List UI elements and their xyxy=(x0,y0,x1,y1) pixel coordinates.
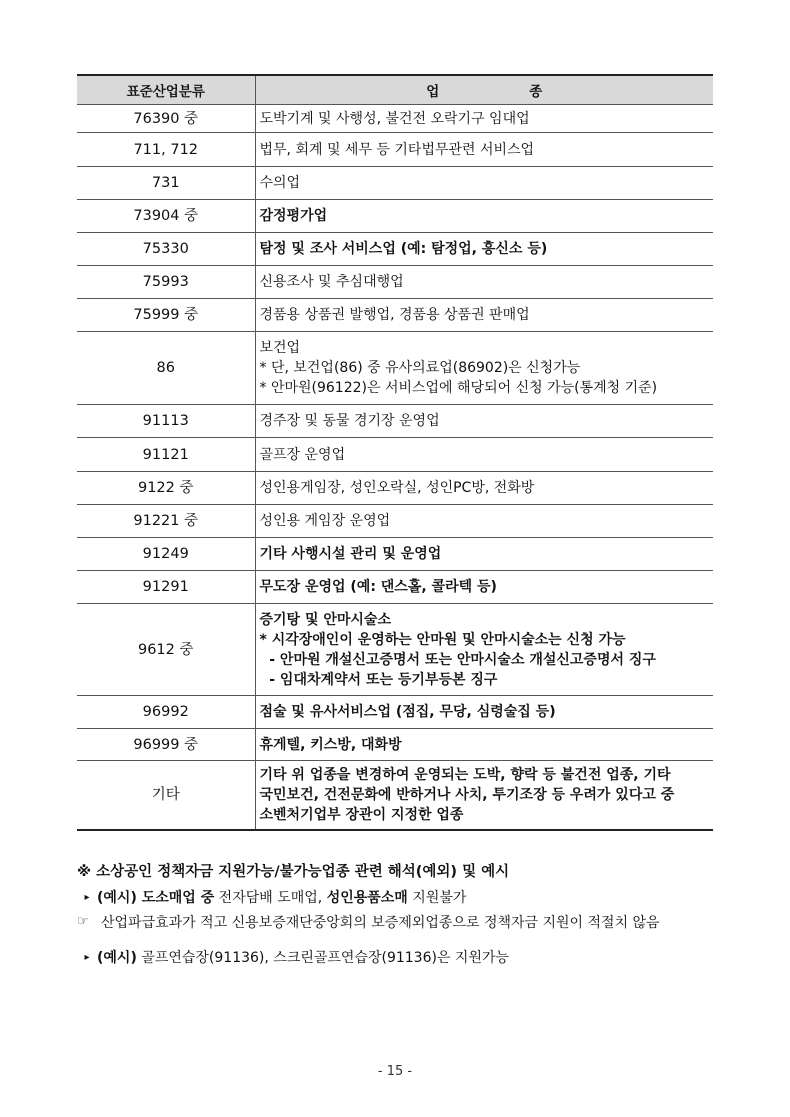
industry-description xyxy=(255,761,713,830)
industry-code: 86 xyxy=(77,332,255,405)
industry-description xyxy=(255,133,713,167)
table-row xyxy=(77,405,713,438)
description-line: 점술 및 유사서비스업 (점집, 무당, 심령술집 등) xyxy=(259,704,556,720)
table-row xyxy=(77,604,713,696)
description-line: * 안마원(96122)은 서비스업에 해당되어 신청 가능(통계청 기준) xyxy=(259,380,658,396)
example-1-prefix: (예시) 도소매업 중 xyxy=(97,890,215,906)
industry-description xyxy=(255,571,713,604)
triangle-bullet-icon: ▸ xyxy=(84,952,90,963)
industry-code: 75993 xyxy=(77,266,255,299)
description-line: - 안마원 개설신고증명서 또는 안마시술소 개설신고증명서 징구 xyxy=(259,651,656,668)
notes-section xyxy=(77,860,717,970)
description-line: 신용조사 및 추심대행업 xyxy=(259,274,404,290)
table-body xyxy=(77,105,713,830)
table-row xyxy=(77,105,713,133)
industry-description xyxy=(255,472,713,505)
header-industry xyxy=(255,75,713,105)
triangle-bullet-icon: ▸ xyxy=(84,892,90,903)
table-row xyxy=(77,266,713,299)
notes-title: ※ 소상공인 정책자금 지원가능/불가능업종 관련 해석(예외) 및 예시 xyxy=(77,864,510,880)
industry-description xyxy=(255,538,713,571)
industry-code: 76390 중 xyxy=(77,105,255,133)
table-row xyxy=(77,133,713,167)
table-row xyxy=(77,729,713,761)
industry-code: 기타 xyxy=(77,761,255,830)
example-1-suffix: 지원불가 xyxy=(407,890,467,906)
industry-code: 91291 xyxy=(77,571,255,604)
description-line: 기타 위 업종을 변경하여 운영되는 도박, 향락 등 불건전 업종, 기타 xyxy=(259,766,671,783)
industry-code: 73904 중 xyxy=(77,200,255,233)
industry-description xyxy=(255,105,713,133)
description-line: 수의업 xyxy=(259,175,301,191)
table-row xyxy=(77,299,713,332)
description-line: * 단, 보건업(86) 중 유사의료업(86902)은 신청가능 xyxy=(259,360,581,376)
industry-code: 91121 xyxy=(77,438,255,472)
industry-description xyxy=(255,266,713,299)
description-line: 증기탕 및 안마시술소 xyxy=(259,611,391,628)
description-line: 도박기계 및 사행성, 불건전 오락기구 임대업 xyxy=(259,110,530,127)
industry-description xyxy=(255,332,713,405)
example-1-bold: 성인용품소매 xyxy=(326,890,408,906)
table-row xyxy=(77,571,713,604)
description-line: 경품용 상품권 발행업, 경품용 상품권 판매업 xyxy=(259,307,530,323)
industry-description xyxy=(255,696,713,729)
description-line: * 시각장애인이 운영하는 안마원 및 안마시술소는 신청 가능 xyxy=(259,631,626,648)
example-1-mid: 전자담배 도매업, xyxy=(214,890,327,906)
industry-code: 75330 xyxy=(77,233,255,266)
header-industry-a: 업 xyxy=(426,84,440,100)
industry-code: 711, 712 xyxy=(77,133,255,167)
industry-description xyxy=(255,233,713,266)
example-2-prefix: (예시) xyxy=(97,950,137,966)
description-line: 휴게텔, 키스방, 대화방 xyxy=(259,736,402,753)
table-row xyxy=(77,200,713,233)
industry-description xyxy=(255,438,713,472)
industry-description xyxy=(255,405,713,438)
description-line: 성인용 게임장 운영업 xyxy=(259,513,391,529)
industry-code: 9122 중 xyxy=(77,472,255,505)
description-line: 소벤처기업부 장관이 지정한 업종 xyxy=(259,806,464,823)
table-row xyxy=(77,472,713,505)
industry-description xyxy=(255,505,713,538)
industry-code: 91249 xyxy=(77,538,255,571)
description-line: 무도장 운영업 (예: 댄스홀, 콜라텍 등) xyxy=(259,579,497,595)
industry-code: 96999 중 xyxy=(77,729,255,761)
header-industry-b: 종 xyxy=(529,84,543,100)
description-line: 기타 사행시설 관리 및 운영업 xyxy=(259,546,442,562)
description-line: 감정평가업 xyxy=(259,208,328,224)
example-2 xyxy=(77,946,717,970)
description-line: 보건업 xyxy=(259,340,301,356)
description-line: 골프장 운영업 xyxy=(259,446,346,463)
description-line: - 임대차계약서 또는 등기부등본 징구 xyxy=(259,671,498,688)
table-row xyxy=(77,438,713,472)
description-line: 법무, 회계 및 세무 등 기타법무관련 서비스업 xyxy=(259,141,535,158)
description-line: 성인용게임장, 성인오락실, 성인PC방, 전화방 xyxy=(259,480,535,496)
industry-code: 75999 중 xyxy=(77,299,255,332)
industry-code: 9612 중 xyxy=(77,604,255,696)
table-row xyxy=(77,761,713,830)
description-line: 탐정 및 조사 서비스업 (예: 탐정업, 흥신소 등) xyxy=(259,241,548,257)
table-row xyxy=(77,332,713,405)
industry-code: 731 xyxy=(77,167,255,200)
page-number: - 15 - xyxy=(377,1064,413,1079)
example-1 xyxy=(77,886,717,910)
industry-code: 91113 xyxy=(77,405,255,438)
industry-description xyxy=(255,200,713,233)
pointing-hand-icon: ☞ xyxy=(77,914,89,929)
table-row xyxy=(77,505,713,538)
table-row xyxy=(77,696,713,729)
header-code: 표준산업분류 xyxy=(77,75,255,105)
industry-code: 96992 xyxy=(77,696,255,729)
industry-code: 91221 중 xyxy=(77,505,255,538)
reason-text: 산업파급효과가 적고 신용보증재단중앙회의 보증제외업종으로 정책자금 지원이 적절치 않음 xyxy=(101,915,660,931)
industry-description xyxy=(255,604,713,696)
example-2-text: 골프연습장(91136), 스크린골프연습장(91136)은 지원가능 xyxy=(136,950,510,966)
table-row xyxy=(77,538,713,571)
table-row xyxy=(77,233,713,266)
industry-description xyxy=(255,299,713,332)
description-line: 국민보건, 건전문화에 반하거나 사치, 투기조장 등 우려가 있다고 중 xyxy=(259,786,675,803)
table-header-row xyxy=(77,75,713,105)
industry-description xyxy=(255,167,713,200)
industry-description xyxy=(255,729,713,761)
description-line: 경주장 및 동물 경기장 운영업 xyxy=(259,413,440,429)
table-row xyxy=(77,167,713,200)
reason-note xyxy=(77,910,717,936)
restricted-industry-table xyxy=(77,74,713,831)
